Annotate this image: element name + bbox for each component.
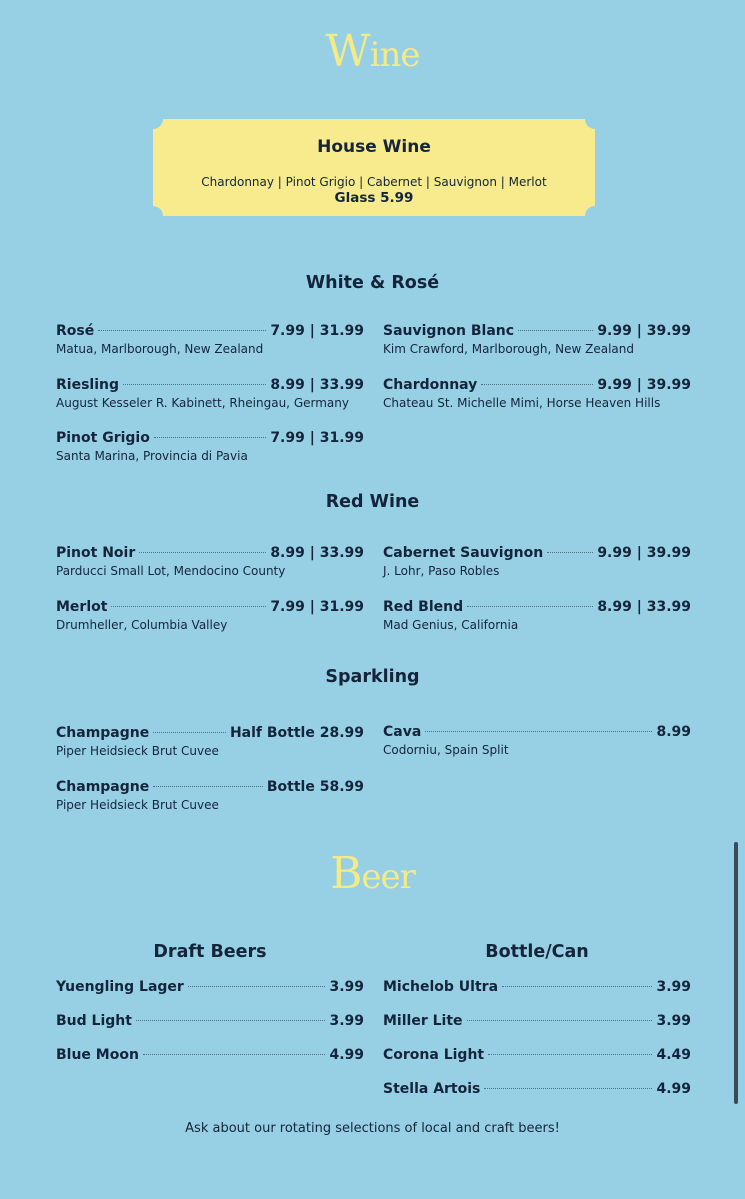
section-title-bottle-can: Bottle/Can <box>485 942 589 962</box>
scrollbar[interactable] <box>734 842 738 1104</box>
section-title-sparkling: Sparkling <box>325 667 420 687</box>
item-desc: J. Lohr, Paso Robles <box>383 564 500 578</box>
item-price: 7.99 | 31.99 <box>270 599 364 615</box>
item-desc: Mad Genius, California <box>383 618 519 632</box>
item-name: Miller Lite <box>383 1013 463 1029</box>
item-price: Bottle 58.99 <box>266 779 364 795</box>
menu-item <box>383 323 691 356</box>
item-price: 3.99 <box>656 979 691 995</box>
item-price: 8.99 <box>656 724 691 740</box>
item-price: 8.99 | 33.99 <box>597 599 691 615</box>
item-name: Cava <box>383 724 422 740</box>
item-name: Bud Light <box>56 1013 132 1029</box>
item-desc: Chateau St. Michelle Mimi, Horse Heaven Hills <box>383 396 661 410</box>
item-name: Pinot Grigio <box>56 430 150 446</box>
menu-item <box>383 1047 691 1063</box>
section-title-white-rose: White & Rosé <box>305 273 440 293</box>
house-wine-title: House Wine <box>317 137 431 157</box>
item-desc: Piper Heidsieck Brut Cuvee <box>56 798 219 812</box>
house-wine-card <box>153 119 595 216</box>
menu-item <box>383 1081 691 1097</box>
item-name: Pinot Noir <box>56 545 136 561</box>
item-name: Cabernet Sauvignon <box>383 545 544 561</box>
item-name: Stella Artois <box>383 1081 481 1097</box>
menu-item <box>56 725 364 758</box>
menu-item <box>383 724 691 757</box>
item-name: Champagne <box>56 779 150 795</box>
house-wine-varieties: Chardonnay | Pinot Grigio | Cabernet | Sauvignon | Merlot <box>201 175 547 189</box>
item-price: 7.99 | 31.99 <box>270 323 364 339</box>
menu-item <box>383 979 691 995</box>
menu-item <box>56 1047 364 1063</box>
menu-item <box>56 323 364 356</box>
footer-note: Ask about our rotating selections of local and craft beers! <box>185 1121 560 1136</box>
item-price: 9.99 | 39.99 <box>597 377 691 393</box>
item-price: Half Bottle 28.99 <box>229 725 364 741</box>
item-price: 3.99 <box>656 1013 691 1029</box>
item-desc: August Kesseler R. Kabinett, Rheingau, Germany <box>56 396 349 410</box>
menu-item <box>56 430 364 463</box>
wine-heading: Wine <box>325 26 420 77</box>
menu-item <box>383 545 691 578</box>
menu-item <box>383 599 691 632</box>
item-price: 9.99 | 39.99 <box>597 323 691 339</box>
item-name: Rosé <box>56 323 95 339</box>
item-price: 8.99 | 33.99 <box>270 545 364 561</box>
item-price: 4.99 <box>656 1081 691 1097</box>
beer-heading: Beer <box>330 848 415 899</box>
menu-item <box>56 1013 364 1029</box>
item-price: 9.99 | 39.99 <box>597 545 691 561</box>
menu-item <box>56 377 364 410</box>
item-name: Champagne <box>56 725 150 741</box>
item-price: 4.99 <box>329 1047 364 1063</box>
item-name: Riesling <box>56 377 119 393</box>
item-price: 3.99 <box>329 1013 364 1029</box>
menu-item <box>383 377 691 410</box>
item-price: 8.99 | 33.99 <box>270 377 364 393</box>
item-name: Red Blend <box>383 599 464 615</box>
menu-item <box>56 599 364 632</box>
item-desc: Piper Heidsieck Brut Cuvee <box>56 744 219 758</box>
menu-item <box>56 979 364 995</box>
item-price: 4.49 <box>656 1047 691 1063</box>
item-name: Chardonnay <box>383 377 478 393</box>
item-name: Yuengling Lager <box>56 979 184 995</box>
house-wine-price: Glass 5.99 <box>334 190 414 206</box>
item-desc: Kim Crawford, Marlborough, New Zealand <box>383 342 634 356</box>
item-desc: Santa Marina, Provincia di Pavia <box>56 449 248 463</box>
item-desc: Drumheller, Columbia Valley <box>56 618 228 632</box>
item-name: Sauvignon Blanc <box>383 323 515 339</box>
item-name: Merlot <box>56 599 108 615</box>
item-price: 7.99 | 31.99 <box>270 430 364 446</box>
menu-item <box>383 1013 691 1029</box>
item-name: Michelob Ultra <box>383 979 499 995</box>
item-desc: Parducci Small Lot, Mendocino County <box>56 564 286 578</box>
item-name: Corona Light <box>383 1047 485 1063</box>
section-title-draft-beers: Draft Beers <box>153 942 267 962</box>
item-desc: Codorniu, Spain Split <box>383 743 509 757</box>
item-desc: Matua, Marlborough, New Zealand <box>56 342 264 356</box>
menu-item <box>56 545 364 578</box>
menu-item <box>56 779 364 812</box>
item-price: 3.99 <box>329 979 364 995</box>
item-name: Blue Moon <box>56 1047 139 1063</box>
section-title-red-wine: Red Wine <box>325 492 420 512</box>
